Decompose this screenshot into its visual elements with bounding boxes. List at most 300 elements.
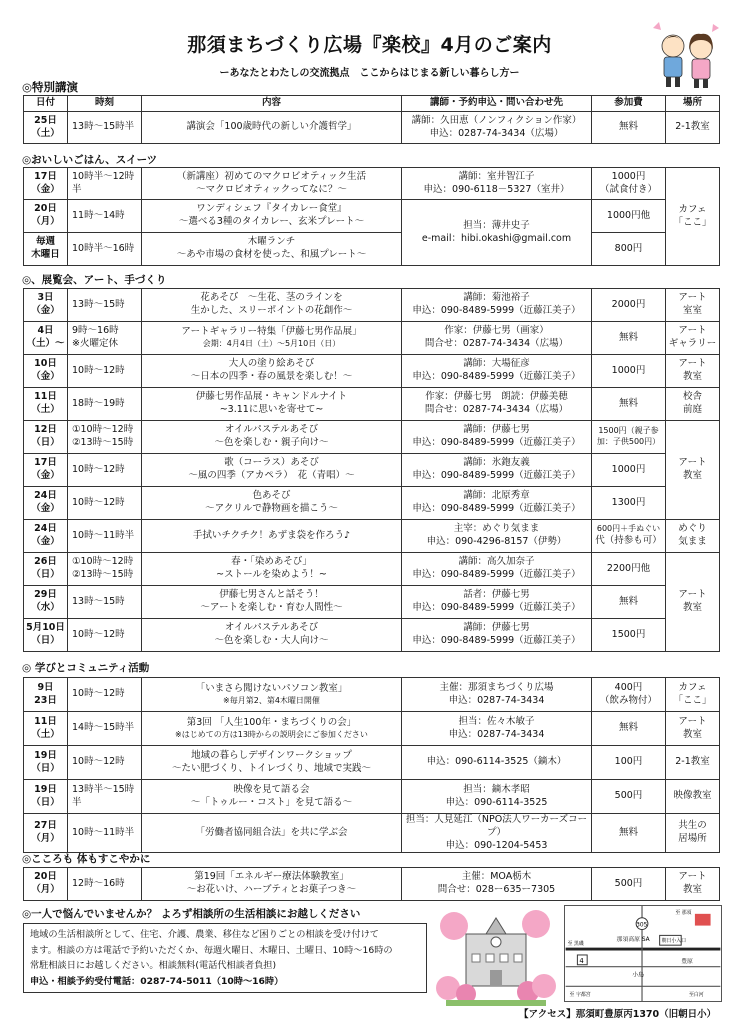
contact-cell — [402, 322, 592, 355]
cell-line: 〜色を楽しむ・大人向け〜 — [214, 635, 329, 646]
cell-line: 主催：MOA栃木 — [461, 871, 532, 883]
fee-cell — [592, 233, 666, 266]
cell-line: 〜アートを楽しむ・育む人間性〜 — [200, 602, 343, 613]
cell-line: 春・「染めあそび」 — [231, 556, 312, 568]
cell-line: 1000円 — [611, 364, 646, 376]
content-cell — [142, 619, 402, 652]
time-cell — [68, 200, 142, 233]
contact-cell — [402, 200, 592, 266]
time-cell — [68, 388, 142, 421]
cell-line: 半 — [72, 796, 82, 808]
place-cell — [666, 678, 720, 712]
map-label: 至 宇都宮 — [569, 992, 591, 999]
cell-line: ※はじめての方は13時からの説明会にご参加ください — [175, 729, 368, 739]
cell-line: 木曜ランチ — [247, 236, 296, 248]
time-cell — [68, 619, 142, 652]
content-cell — [142, 112, 402, 144]
body-table — [23, 867, 720, 901]
cell-line: 第19回「エネルギー療法体験教室」 — [194, 871, 349, 883]
content-cell — [142, 233, 402, 266]
contact-cell — [402, 586, 592, 619]
cell-line: 色あそび — [252, 490, 291, 502]
content-cell — [142, 553, 402, 586]
cell-line: 10時〜11時半 — [72, 529, 135, 541]
time-cell — [68, 746, 142, 780]
content-cell — [142, 421, 402, 454]
fee-cell — [592, 678, 666, 712]
cell-line: （飲み物付） — [599, 694, 657, 706]
cell-line: 10時〜12時 — [72, 463, 125, 475]
cell-line: e-mail：hibi.okashi@gmail.com — [421, 232, 572, 244]
header-row — [24, 96, 720, 112]
table-row — [24, 233, 720, 266]
section-food-title: ◎おいしいごはん、スイーツ — [22, 154, 158, 166]
content-cell — [142, 814, 402, 853]
cell-line: 27日 — [34, 820, 57, 832]
cell-line: 代（持参も可） — [595, 534, 662, 546]
cell-line: アートギャラリー特集「伊藤七男作品展」 — [181, 326, 362, 338]
page-title: 那須まちづくり広場『楽校』4月のご案内 — [187, 34, 552, 56]
fee-cell — [592, 355, 666, 388]
time-cell — [68, 112, 142, 144]
cell-line: 教室 — [682, 371, 702, 382]
cell-line: 講師：北原秀章 — [463, 490, 530, 502]
cell-line: 「労働者協同組合法」を共に学ぶ会 — [195, 826, 348, 838]
cell-line: 1500円 — [611, 628, 646, 640]
cell-line: 2-1教室 — [675, 756, 710, 768]
col-time: 時刻 — [68, 96, 142, 112]
map-label: 朝日小入口 — [661, 938, 686, 945]
cell-line: 1500円（親子参 — [598, 426, 659, 436]
time-cell — [68, 322, 142, 355]
cell-line: 〜お花いけ、ハーブティとお菓子つき〜 — [186, 884, 357, 895]
contact-cell — [402, 553, 592, 586]
cell-line: 無料 — [618, 595, 638, 607]
fee-cell — [592, 112, 666, 144]
cell-line: 教室 — [682, 602, 702, 613]
learn-table — [23, 677, 720, 853]
cell-line: 10時〜12時 — [72, 688, 125, 700]
fee-cell — [592, 586, 666, 619]
fee-cell — [592, 553, 666, 586]
cell-line: オイルパステルあそび — [224, 622, 319, 634]
table-row — [24, 868, 720, 901]
cell-line: 「ここ」 — [673, 694, 712, 706]
cell-line: （金） — [31, 470, 60, 481]
place-cell — [666, 322, 720, 355]
cell-line: 第3回 「人生100年・まちづくりの会」 — [186, 716, 357, 728]
place-cell — [666, 355, 720, 388]
date-cell — [24, 780, 68, 814]
cell-line: 13時〜15時 — [72, 298, 125, 310]
cell-line: オイルパステルあそび — [224, 424, 319, 436]
content-cell — [142, 200, 402, 233]
cell-line: 500円 — [614, 877, 643, 889]
time-cell — [68, 678, 142, 712]
date-cell — [24, 233, 68, 266]
cell-line: 10時〜11時半 — [72, 826, 135, 838]
time-cell — [68, 586, 142, 619]
place-cell — [666, 520, 720, 553]
cell-line: 教室 — [682, 884, 702, 895]
content-cell — [142, 586, 402, 619]
cell-line: 11時〜14時 — [72, 209, 125, 221]
cell-line: 教室 — [682, 470, 702, 481]
cell-line: 1000円 — [611, 463, 646, 475]
content-cell — [142, 712, 402, 746]
content-cell — [142, 322, 402, 355]
cell-line: 9日 — [37, 681, 54, 693]
cell-line: 10時半〜12時 — [72, 170, 135, 182]
table-row — [24, 586, 720, 619]
contact-cell — [402, 388, 592, 421]
date-cell — [24, 168, 68, 200]
cell-line: 話者：伊藤七男 — [463, 589, 530, 601]
cell-line: 室室 — [682, 305, 702, 316]
section-consult-title: ◎一人で悩んでいませんか？ よろず相談所の生活相談にお越しください — [22, 908, 361, 920]
page-subtitle: ーあなたとわたしの交流拠点 ここからはじまる新しい暮らし方ー — [219, 68, 520, 79]
cell-line: 10時〜12時 — [72, 628, 125, 640]
cell-line: 29日 — [34, 589, 57, 601]
table-row — [24, 289, 720, 322]
cell-line: 主宰：めぐり気まま — [453, 523, 540, 535]
cell-line: 500円 — [614, 790, 643, 802]
cell-line: 12時〜16時 — [72, 877, 125, 889]
cell-line: 13時半〜15時 — [72, 783, 135, 795]
cell-line: 居場所 — [678, 833, 707, 845]
cell-line: 申込：0287-74-3434 — [448, 694, 545, 706]
cell-line: 〜日本の四季・春の風景を楽しむ！〜 — [190, 371, 353, 382]
content-cell — [142, 388, 402, 421]
cell-line: ①10時〜12時 — [72, 556, 134, 568]
fee-cell — [592, 712, 666, 746]
cell-line: 18時〜19時 — [72, 397, 125, 409]
date-cell — [24, 553, 68, 586]
cell-line: 20日 — [34, 871, 57, 883]
cell-line: 前庭 — [682, 404, 702, 415]
cell-line: 生かした、スリーポイントの花創作〜 — [190, 305, 353, 316]
cell-line: アート — [678, 871, 707, 883]
consult-box — [23, 923, 427, 993]
cell-line: 17日 — [34, 457, 57, 469]
cell-line: アート — [678, 589, 707, 601]
time-cell — [68, 712, 142, 746]
cell-line: 講師：室井智江子 — [458, 170, 535, 182]
fee-cell — [592, 487, 666, 520]
time-cell — [68, 487, 142, 520]
section-art-title: ◎、展覧会、アート、手づくり — [22, 274, 167, 286]
cell-line: 加：子供500円） — [596, 437, 661, 446]
table-row — [24, 168, 720, 200]
consult-line: ます。相談の方は電話で予約いただくか、毎週火曜日、木曜日、土曜日、10時〜16時の — [30, 944, 393, 956]
content-cell — [142, 520, 402, 553]
cell-line: 問合せ：0287-74-3434（広場） — [424, 338, 569, 349]
cell-line: 11日 — [34, 391, 57, 403]
cell-line: 〜選べる3種のタイカレー、玄米プレート〜 — [178, 216, 365, 227]
fee-cell — [592, 780, 666, 814]
cell-line: 無料 — [618, 722, 638, 734]
cell-line: 17日 — [34, 170, 57, 182]
cell-line: 申込：090-1204-5453 — [445, 839, 548, 851]
date-cell — [24, 746, 68, 780]
cell-line: 担当：鏑木孝昭 — [463, 783, 530, 795]
cell-line: 半 — [72, 183, 82, 195]
content-cell — [142, 678, 402, 712]
map-label: 4 — [579, 956, 584, 965]
map-label: 至白河 — [689, 992, 704, 999]
cell-line: 申込：090-8489-5999（近藤江美子） — [412, 305, 581, 316]
date-cell — [24, 421, 68, 454]
contact-cell — [402, 780, 592, 814]
table-row — [24, 487, 720, 520]
cell-line: 〜風の四季（アカペラ） 花（青唱）〜 — [188, 470, 355, 481]
contact-cell — [402, 454, 592, 487]
cell-line: 〜アクリルで静物画を描こう〜 — [205, 503, 338, 514]
cell-line: （新講座）初めてのマクロビオティック生活 — [176, 170, 367, 182]
cell-line: 地域の暮らしデザインワークショップ — [191, 749, 352, 761]
cell-line: 主催：那須まちづくり広場 — [439, 681, 554, 693]
cell-line: カフェ — [678, 203, 707, 215]
cell-line: 19日 — [34, 783, 57, 795]
cell-line: 26日 — [34, 556, 57, 568]
fee-cell — [592, 868, 666, 901]
cell-line: （土） — [31, 728, 60, 740]
cell-line: 担当：人見延江（NPO法人ワーカーズコープ） — [405, 814, 588, 838]
cell-line: 〜マクロビオティックってなに？〜 — [196, 183, 347, 195]
cell-line: 1000円他 — [606, 209, 651, 221]
cell-line: 無料 — [618, 331, 638, 343]
cell-line: 400円 — [614, 681, 643, 693]
fee-cell — [592, 289, 666, 322]
col-content: 内容 — [142, 96, 402, 112]
cell-line: （日） — [31, 762, 60, 774]
table-row — [24, 678, 720, 712]
col-date: 日付 — [24, 96, 68, 112]
cell-line: 伊藤七男作品展・キャンドルナイト — [195, 391, 348, 403]
food-table — [23, 167, 720, 266]
content-cell — [142, 487, 402, 520]
cell-line: （日） — [31, 796, 60, 808]
map-label: 豊原 — [681, 958, 693, 965]
cell-line: ギャラリー — [668, 338, 717, 349]
table-row — [24, 553, 720, 586]
section-body-title: ◎こころも 体もすこやかに — [22, 853, 151, 865]
cell-line: 問合せ：0287-74-3434（広場） — [424, 404, 569, 415]
cell-line: 手拭いチクチク！あずま袋を作ろう♪ — [192, 529, 351, 541]
cell-line: 〜たい肥づくり、トイレづくり、地域で実践〜 — [171, 762, 372, 774]
col-place: 場所 — [666, 96, 720, 112]
cell-line: ※毎月第2、第4木曜日開催 — [223, 695, 320, 705]
content-cell — [142, 355, 402, 388]
cell-line: ~3.11に思いを寄せて~ — [219, 404, 324, 415]
cell-line: 〜色を楽しむ・親子向け〜 — [214, 437, 329, 448]
place-cell — [666, 868, 720, 901]
cell-line: 11日 — [34, 715, 57, 727]
cell-line: ①10時〜12時 — [72, 424, 134, 436]
content-cell — [142, 746, 402, 780]
col-fee: 参加費 — [592, 96, 666, 112]
cell-line: 映像教室 — [673, 790, 712, 802]
date-cell — [24, 355, 68, 388]
cell-line: アート — [678, 358, 707, 370]
cell-line: （金） — [31, 305, 60, 316]
date-cell — [24, 619, 68, 652]
cell-line: 「ここ」 — [673, 216, 712, 228]
cell-line: （土）〜 — [26, 338, 65, 349]
cell-line: めぐり — [678, 523, 707, 535]
col-contact: 講師・予約申込・問い合わせ先 — [402, 96, 592, 112]
time-cell — [68, 553, 142, 586]
cell-line: （月） — [31, 216, 60, 227]
cell-line: 2000円 — [611, 298, 646, 310]
content-cell — [142, 454, 402, 487]
cell-line: 申込：090-6114-3525 — [445, 796, 548, 808]
cell-line: （試食付き） — [599, 183, 657, 195]
cell-line: （土） — [31, 404, 60, 415]
time-cell — [68, 868, 142, 901]
cell-line: アート — [678, 325, 707, 337]
map-label: 至 黒磯 — [567, 941, 584, 948]
cell-line: 2-1教室 — [675, 121, 710, 133]
content-cell — [142, 168, 402, 200]
cell-line: 100円 — [614, 756, 643, 768]
table-row — [24, 619, 720, 652]
date-cell — [24, 487, 68, 520]
date-cell — [24, 322, 68, 355]
content-cell — [142, 289, 402, 322]
table-row — [24, 421, 720, 454]
place-cell — [666, 388, 720, 421]
cell-line: 1300円 — [611, 496, 646, 508]
cell-line: 申込：090-8489-5999（近藤江美子） — [412, 470, 581, 481]
cell-line: 申込：090-8489-5999（近藤江美子） — [412, 569, 581, 580]
cell-line: 会期：4月4日（土）〜5月10日（日） — [202, 339, 341, 348]
cell-line: 講師：高久加奈子 — [458, 556, 535, 568]
cell-line: ~ストールを染めよう！~ — [216, 569, 327, 580]
map-label: 至 那須 — [675, 909, 692, 916]
date-cell — [24, 712, 68, 746]
cell-line: （水） — [31, 602, 60, 613]
table-row — [24, 814, 720, 853]
cell-line: 9時〜16時 — [72, 325, 119, 337]
contact-cell — [402, 678, 592, 712]
cell-line: 〜あや市場の食材を使った、和風プレート〜 — [176, 249, 367, 260]
cell-line: 13時〜15時 — [72, 595, 125, 607]
cell-line: 5月10日 — [26, 622, 65, 634]
fee-cell — [592, 454, 666, 487]
cell-line: 講師：氷鉋友義 — [463, 457, 530, 469]
date-cell — [24, 520, 68, 553]
cell-line: 800円 — [614, 242, 643, 254]
table-row — [24, 454, 720, 487]
cell-line: 講師：伊藤七男 — [463, 424, 530, 436]
cell-line: （日） — [31, 437, 60, 448]
cell-line: （土） — [31, 127, 60, 139]
date-cell — [24, 454, 68, 487]
cell-line: 10時半〜16時 — [72, 242, 135, 254]
cell-line: 申込：090-8489-5999（近藤江美子） — [412, 503, 581, 514]
place-cell — [666, 112, 720, 144]
cell-line: 4日 — [37, 325, 54, 337]
date-cell — [24, 388, 68, 421]
cell-line: 14時〜15時半 — [72, 722, 135, 734]
contact-cell — [402, 355, 592, 388]
place-cell — [666, 814, 720, 853]
cell-line: 申込：090-8489-5999（近藤江美子） — [412, 437, 581, 448]
contact-cell — [402, 487, 592, 520]
time-cell — [68, 421, 142, 454]
contact-cell — [402, 168, 592, 200]
fee-cell — [592, 746, 666, 780]
cell-line: ※火曜定休 — [72, 338, 118, 349]
children-illustration — [651, 20, 721, 92]
cell-line: 問合せ：028ー635ー7305 — [437, 884, 556, 895]
cell-line: （月） — [31, 884, 60, 895]
cell-line: 600円＋手ぬぐい — [596, 524, 661, 534]
cell-line: 10時〜12時 — [72, 364, 125, 376]
cell-line: （金） — [31, 371, 60, 382]
cell-line: 申込：0287-74-3434（広場） — [429, 127, 564, 139]
cell-line: 24日 — [34, 490, 57, 502]
cell-line: （金） — [31, 183, 60, 195]
fee-cell — [592, 388, 666, 421]
cell-line: 申込：090-8489-5999（近藤江美子） — [412, 635, 581, 646]
cell-line: アート — [678, 292, 707, 304]
consult-line: 地域の生活相談所として、住宅、介護、農業、移住など困りごとの相談を受け付けて — [30, 929, 379, 940]
cell-line: 映像を見て語る会 — [233, 783, 310, 795]
contact-cell — [402, 746, 592, 780]
fee-cell — [592, 322, 666, 355]
cell-line: ワンディシェフ『タイカレー食堂』 — [196, 203, 347, 215]
time-cell — [68, 520, 142, 553]
cell-line: 無料 — [618, 397, 638, 409]
cell-line: 10日 — [34, 358, 57, 370]
cell-line: 毎週 — [35, 236, 55, 248]
cell-line: 25日 — [34, 114, 57, 126]
fee-cell — [592, 200, 666, 233]
art-table — [23, 288, 720, 652]
content-cell — [142, 868, 402, 901]
cell-line: 木曜日 — [31, 249, 60, 260]
content-cell — [142, 780, 402, 814]
cell-line: 申込：090-8489-5999（近藤江美子） — [412, 371, 581, 382]
cell-line: 申込：090-6118－5327（室井） — [423, 183, 570, 195]
date-cell — [24, 678, 68, 712]
table-row — [24, 200, 720, 233]
date-cell — [24, 112, 68, 144]
school-building-illustration — [436, 904, 556, 1010]
place-cell — [666, 289, 720, 322]
fee-cell — [592, 814, 666, 853]
fee-cell — [592, 520, 666, 553]
cell-line: 無料 — [618, 121, 638, 133]
cell-line: 申込：090-4296-8157（伊勢） — [426, 536, 567, 547]
cell-line: 大人の塗り絵あそび — [228, 358, 315, 370]
contact-cell — [402, 814, 592, 853]
cell-line: （金） — [31, 536, 60, 547]
cell-line: 校舎 — [682, 391, 702, 403]
cell-line: 講師：菊池裕子 — [463, 292, 530, 304]
place-cell — [666, 168, 720, 266]
place-cell — [666, 712, 720, 746]
cell-line: 20日 — [34, 203, 57, 215]
date-cell — [24, 814, 68, 853]
cell-line: 申込：090-6114-3525（鏑木） — [426, 756, 567, 768]
cell-line: 教室 — [682, 728, 702, 740]
cell-line: 作家：伊藤七男 朗読：伊藤美穂 — [425, 391, 568, 403]
cell-line: 10時〜12時 — [72, 496, 125, 508]
time-cell — [68, 814, 142, 853]
